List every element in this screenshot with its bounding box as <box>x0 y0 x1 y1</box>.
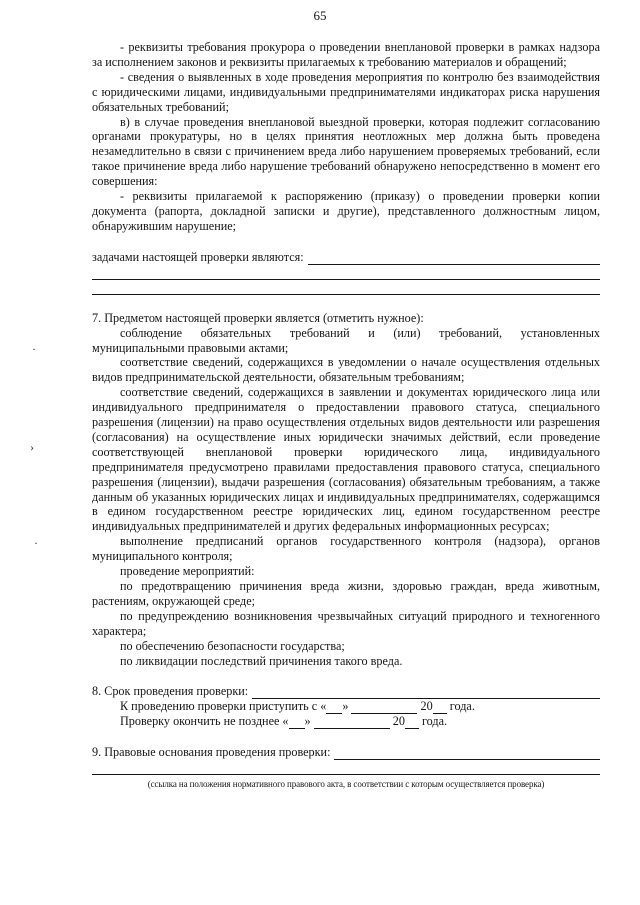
section7-heading: 7. Предметом настоящей проверки является (отметить нужное): <box>92 310 424 325</box>
margin-mark: › <box>30 440 34 454</box>
tasks-fill-line[interactable] <box>92 265 600 280</box>
intro-paragraph: - реквизиты требования прокурора о проведении внеплановой проверки в рамках надзора за исполнением законов и реквизиты прилагаемых к требованию материалов и обращений; <box>92 40 600 69</box>
start-prefix: К проведению проверки приступить с « <box>120 699 327 714</box>
section9-heading: 9. Правовые основания проведения проверки: <box>92 745 331 760</box>
end-day-field[interactable] <box>289 716 305 729</box>
section7-item: проведение мероприятий: <box>120 564 255 579</box>
section7-item: по предупреждению возникновения чрезвычайных ситуаций природного и техногенного характера; <box>92 608 600 638</box>
end-month-field[interactable] <box>314 716 390 729</box>
intro-paragraph: в) в случае проведения внеплановой выездной проверки, которая подлежит согласованию органами прокуратуры, но в целях принятия неотложных мер должна быть проведена незамедлительно в связи с причинением вреда либо нарушением проверяемых требований, если такое причинение вреда либо нарушение требований обнаружено непосредственно в момент его совершения: <box>92 114 600 189</box>
term-fill-line[interactable] <box>252 686 600 699</box>
document-body <box>92 40 600 792</box>
tasks-block <box>92 250 600 295</box>
section7-item: по предотвращению причинения вреда жизни, здоровью граждан, вреда животным, растениям, окружающей среде; <box>92 579 600 608</box>
start-mid: » <box>342 699 349 714</box>
margin-mark: · <box>34 536 38 550</box>
section7-item: соответствие сведений, содержащихся в заявлении и документах юридического лица или индивидуального предпринимателя о предоставлении правового статуса, специального разрешения (лицензии) на право осуществления отдельных видов деятельности или разрешения (согласования) на осуществление иных юридически значимых действий, если проведение соответствующей внеплановой проверки юридического лица, индивидуального предпринимателя предусмотрено правилами предоставления правового статуса, специального разрешения (лицензии), выдачи разрешения (согласования) обязательным требованиям, а также данным об указанных юридических лицах и индивидуальных предпринимателях, содержащимся в едином государственном реестре юридических лиц, едином государственном реестре индивидуальных предпринимателей и других федеральных информационных ресурсах; <box>92 385 600 534</box>
end-mid: » <box>304 714 311 729</box>
start-year: 20 <box>420 699 433 714</box>
tasks-fill-line[interactable] <box>308 252 600 265</box>
legal-basis-caption: (ссылка на положения нормативного правового акта, в соответствии с которым осуществляется проверка) <box>147 779 545 790</box>
legal-basis-fill-line[interactable] <box>334 747 600 760</box>
start-day-field[interactable] <box>326 701 342 714</box>
start-year-field[interactable] <box>433 701 447 714</box>
start-month-field[interactable] <box>351 701 417 714</box>
start-year-suffix: года. <box>449 699 475 714</box>
section7-item: по ликвидации последствий причинения такого вреда. <box>120 653 403 668</box>
end-prefix: Проверку окончить не позднее « <box>120 714 289 729</box>
section7-item: соответствие сведений, содержащихся в уведомлении о начале осуществления отдельных видов предпринимательской деятельности, обязательным требованиям; <box>92 355 600 385</box>
section7-item: выполнение предписаний органов государственного контроля (надзора), органов муниципального контроля; <box>92 534 600 564</box>
tasks-label: задачами настоящей проверки являются: <box>92 249 304 264</box>
intro-paragraph: - реквизиты прилагаемой к распоряжению (приказу) о проведении проверки копии документа (рапорта, докладной записки и другие), представленного должностным лицом, обнаружившим нарушение; <box>92 189 600 233</box>
section8-heading: 8. Срок проведения проверки: <box>92 684 249 699</box>
section7-item: соблюдение обязательных требований и (или) требований, установленных муниципальными правовыми актами; <box>92 325 600 355</box>
end-year-field[interactable] <box>405 716 419 729</box>
end-year: 20 <box>392 714 405 729</box>
tasks-fill-line[interactable] <box>92 280 600 295</box>
margin-mark: · <box>32 342 36 356</box>
section7-item: по обеспечению безопасности государства; <box>120 638 345 653</box>
intro-paragraph: - сведения о выявленных в ходе проведения мероприятия по контролю без взаимодействия с юридическими лицами, индивидуальными предпринимателями индикаторах риска нарушения обязательных требований; <box>92 69 600 114</box>
legal-basis-fill-line[interactable] <box>92 760 600 775</box>
end-year-suffix: года. <box>421 714 448 729</box>
page-number: 65 <box>313 8 327 23</box>
